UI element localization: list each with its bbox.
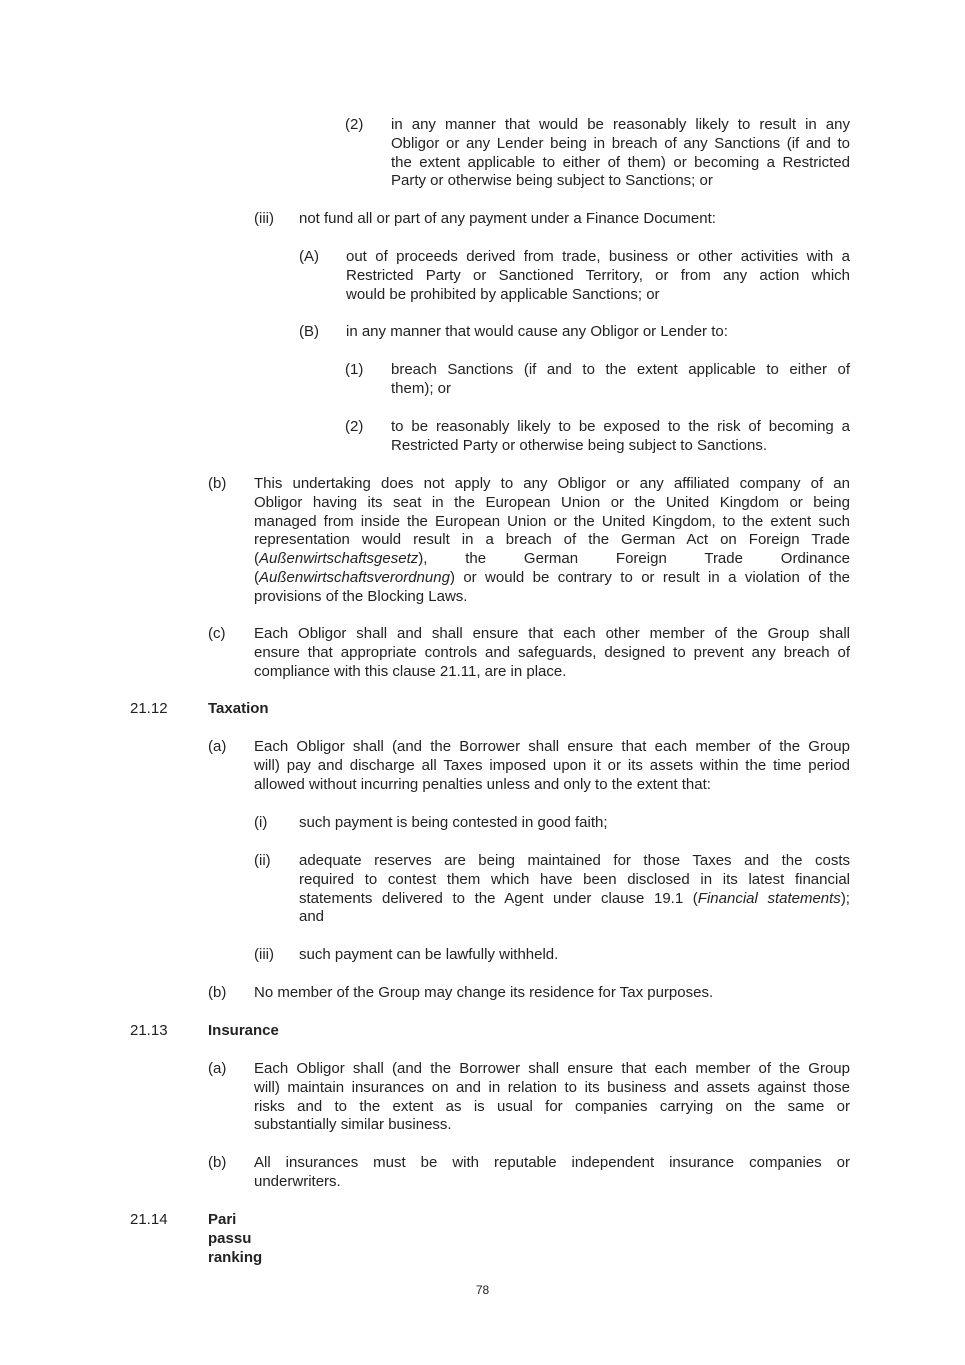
page-number: 78 [475,1283,490,1297]
section-number: 21.13 [130,1022,168,1039]
section-number: 21.12 [130,700,168,717]
item-text: in any manner that would cause any Obligor or Lender to: [346,323,728,340]
item-label: (iii) [254,946,274,963]
item-text: not fund all or part of any payment under a Finance Document: [299,210,716,227]
item-text: adequate reserves are being maintained for those Taxes and the costs required to contest them which have been disclosed in its latest financial statements delivered to the Agent under clause 19.1 (Financial statements); and [299,852,850,926]
item-text: All insurances must be with reputable independent insurance companies or underwriters. [254,1154,850,1190]
item-label: (2) [345,116,364,133]
item-label: (a) [208,738,227,755]
item-label: (b) [208,1154,227,1171]
item-label: (iii) [254,210,274,227]
item-label: (i) [254,814,268,831]
item-label: (ii) [254,852,271,869]
item-text: Each Obligor shall and shall ensure that each other member of the Group shall ensure that appropriate controls and safeguards, designed to prevent any breach of compliance with this clause 21.11, are in place. [254,625,850,680]
section-number: 21.14 [130,1211,168,1228]
item-label: (2) [345,418,364,435]
item-text: No member of the Group may change its residence for Tax purposes. [254,984,714,1001]
item-text: This undertaking does not apply to any Obligor or any affiliated company of an Obligor having its seat in the European Union or the United Kingdom or being managed from inside the European Union or the United Kingdom, to the extent such representation would result in a breach of the German Act on Foreign Trade (Außenwirtschaftsgesetz), the German Foreign Trade Ordinance (Außenwirtschaftsverordnung) or would be contrary to or result in a violation of the provisions of the Blocking Laws. [254,475,850,605]
item-text: Each Obligor shall (and the Borrower shall ensure that each member of the Group will) pay and discharge all Taxes imposed upon it or its assets within the time period allowed without incurring penalties unless and only to the extent that: [254,738,850,793]
item-text: such payment is being contested in good faith; [299,814,608,831]
section-title: Pari passu ranking [208,1211,263,1266]
item-label: (b) [208,984,227,1001]
item-text: Each Obligor shall (and the Borrower shall ensure that each member of the Group will) maintain insurances on and in relation to its business and assets against those risks and to the extent as is usual for companies carrying on the same or substantially similar business. [254,1060,850,1134]
section-title: Insurance [208,1022,279,1039]
item-text: in any manner that would be reasonably likely to result in any Obligor or any Lender being in breach of any Sanctions (if and to the extent applicable to either of them) or becoming a Restricted Party or otherwise being subject to Sanctions; or [391,116,850,190]
item-text: to be reasonably likely to be exposed to the risk of becoming a Restricted Party or otherwise being subject to Sanctions. [391,418,850,454]
item-text: out of proceeds derived from trade, business or other activities with a Restricted Party or Sanctioned Territory, or from any action which would be prohibited by applicable Sanctions; or [346,248,850,303]
item-label: (B) [299,323,319,340]
item-text: breach Sanctions (if and to the extent applicable to either of them); or [391,361,850,397]
item-text: such payment can be lawfully withheld. [299,946,559,963]
item-label: (a) [208,1060,227,1077]
item-label: (c) [208,625,226,642]
item-label: (A) [299,248,319,265]
item-label: (b) [208,475,227,492]
item-label: (1) [345,361,364,378]
section-title: Taxation [208,700,269,717]
